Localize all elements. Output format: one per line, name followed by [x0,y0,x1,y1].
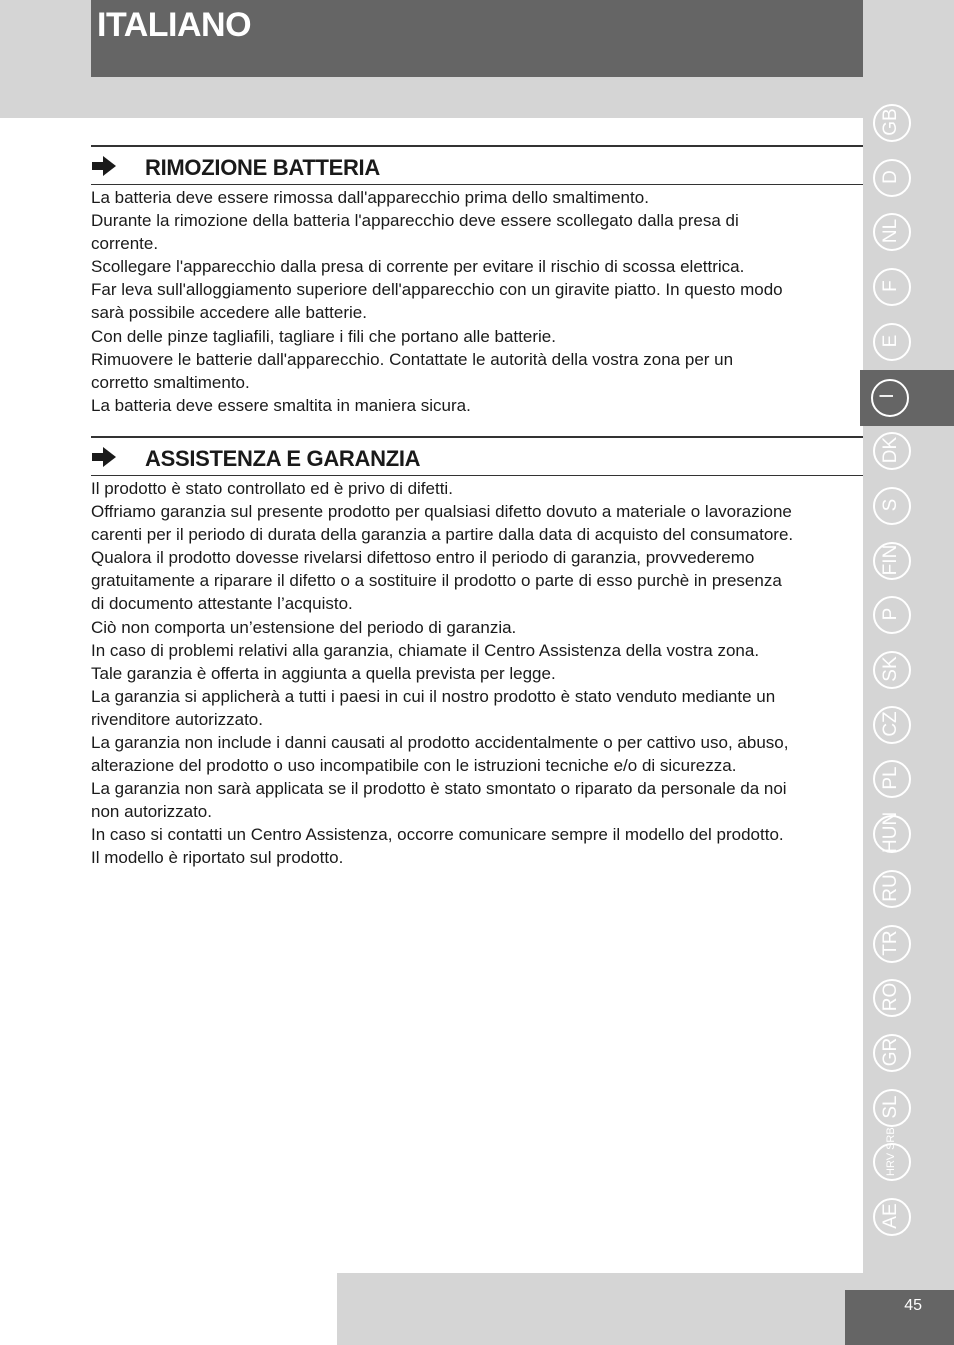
lang-tab-label: RU [880,874,901,902]
page-title: ITALIANO [97,6,252,44]
lang-tab-tr[interactable] [863,917,954,971]
lang-tab-label: S [880,498,901,512]
text-line: carenti per il periodo di durata della garanzia a partire dalla data di acquisto del consumatore. [91,525,794,545]
text-line: Scollegare l'apparecchio dalla presa di corrente per evitare il rischio di scossa elettrica. [91,257,745,277]
lang-tab-gr[interactable] [863,1026,954,1080]
page-number: 45 [904,1297,922,1314]
text-line: gratuitamente a riparare il difetto o a sostituire il prodotto o parte di esso purchè in presenza [91,571,782,591]
lang-tab-label: FIN [880,544,901,575]
lang-tab-label: HUN [880,811,901,854]
lang-tab-label: SL [880,1094,901,1119]
text-line: La garanzia non sarà applicata se il prodotto è stato smontato o riparato da personale da noi [91,779,787,799]
text-line: Rimuovere le batterie dall'apparecchio. Contattate le autorità della vostra zona per un [91,349,734,369]
right-arrow-icon [92,156,116,176]
lang-tab-i[interactable] [860,370,954,426]
section-body [91,476,863,870]
section-title: RIMOZIONE BATTERIA [145,155,380,180]
page-number-box [845,1290,954,1345]
lang-tab-label: E [880,334,901,348]
lang-tab-label: D [880,169,901,184]
text-line: Far leva sull'alloggiamento superiore dell'apparecchio con un giravite piatto. In questo modo [91,280,783,300]
text-line: di documento attestante l’acquisto. [91,594,353,614]
lang-tab-fin[interactable] [863,534,954,588]
lang-tab-p[interactable] [863,588,954,642]
lang-tab-label: DK [880,436,901,464]
lang-tab-label: I [877,392,898,399]
lang-tab-s[interactable] [863,479,954,533]
section-1 [91,436,863,870]
section-title: ASSISTENZA E GARANZIA [145,445,421,471]
text-line: Offriamo garanzia sul presente prodotto per qualsiasi difetto dovuto a materiale o lavorazione [91,502,792,522]
text-line: alterazione del prodotto o uso incompatibile con le istruzioni tecniche e/o di sicurezza. [91,756,737,776]
right-arrow-icon [92,447,116,467]
lang-tab-d[interactable] [863,151,954,205]
lang-tab-hun[interactable] [863,807,954,861]
text-line: La garanzia non include i danni causati al prodotto accidentalmente o per cattivo uso, abuso, [91,732,789,752]
lang-tab-label: P [880,607,901,621]
lang-tab-sk[interactable] [863,643,954,697]
lang-tab-hrv-srb[interactable] [863,1127,954,1189]
lang-tab-dk[interactable] [863,424,954,478]
text-line: La batteria deve essere rimossa dall'apparecchio prima dello smaltimento. [91,188,649,207]
lang-tab-ro[interactable] [863,971,954,1025]
text-line: Il prodotto è stato controllato ed è privo di difetti. [91,478,453,498]
text-line: In caso di problemi relativi alla garanzia, chiamate il Centro Assistenza della vostra zona. [91,640,760,660]
header-bar [91,0,863,77]
lang-tab-label: SK [880,656,901,682]
text-line: Tale garanzia è offerta in aggiunta a quella prevista per legge. [91,663,556,683]
lang-tab-label: NL [880,219,901,244]
section-body [91,185,863,417]
lang-tab-sl[interactable] [863,1081,954,1135]
lang-tab-label: AE [880,1203,901,1229]
lang-tab-label: RO [880,982,901,1012]
lang-tab-label: TR [880,929,901,956]
lang-tab-ae[interactable] [863,1190,954,1244]
text-line: corrente. [91,234,159,254]
lang-tab-label: GB [880,108,901,136]
text-line: Ciò non comporta un’estensione del periodo di garanzia. [91,617,517,637]
section-header [91,145,863,185]
lang-tab-ru[interactable] [863,862,954,916]
text-line: non autorizzato. [91,802,212,822]
text-line: In caso si contatti un Centro Assistenza, occorre comunicare sempre il modello del prodotto. [91,825,784,845]
text-line: Il modello è riportato sul prodotto. [91,848,344,868]
lang-tab-gb[interactable] [863,96,954,150]
text-line: Durante la rimozione della batteria l'apparecchio deve essere scollegato dalla presa di [91,211,739,231]
text-line: La batteria deve essere smaltita in maniera sicura. [91,395,471,415]
text-line: corretto smaltimento. [91,372,250,392]
lang-tab-cz[interactable] [863,698,954,752]
lang-tab-label: F [880,280,901,292]
text-line: La garanzia si applicherà a tutti i paesi in cui il nostro prodotto è stato venduto mediante un [91,686,776,706]
main-content [91,145,863,889]
lang-tab-f[interactable] [863,260,954,314]
lang-tab-e[interactable] [863,315,954,369]
text-line: sarà possibile accedere alle batterie. [91,303,367,323]
lang-tab-label: CZ [880,711,901,737]
lang-tab-label: GR [880,1037,901,1067]
section-header [91,436,863,476]
lang-tab-pl[interactable] [863,752,954,806]
text-line: Qualora il prodotto dovesse rivelarsi difettoso entro il periodo di garanzia, provvederemo [91,548,755,568]
section-0 [91,145,863,417]
text-line: Con delle pinze tagliafili, tagliare i fili che portano alle batterie. [91,326,556,346]
text-line: rivenditore autorizzato. [91,709,263,729]
lang-tab-nl[interactable] [863,205,954,259]
lang-tab-label: HRV SRB [885,1127,897,1177]
lang-tab-label: PL [880,766,901,791]
